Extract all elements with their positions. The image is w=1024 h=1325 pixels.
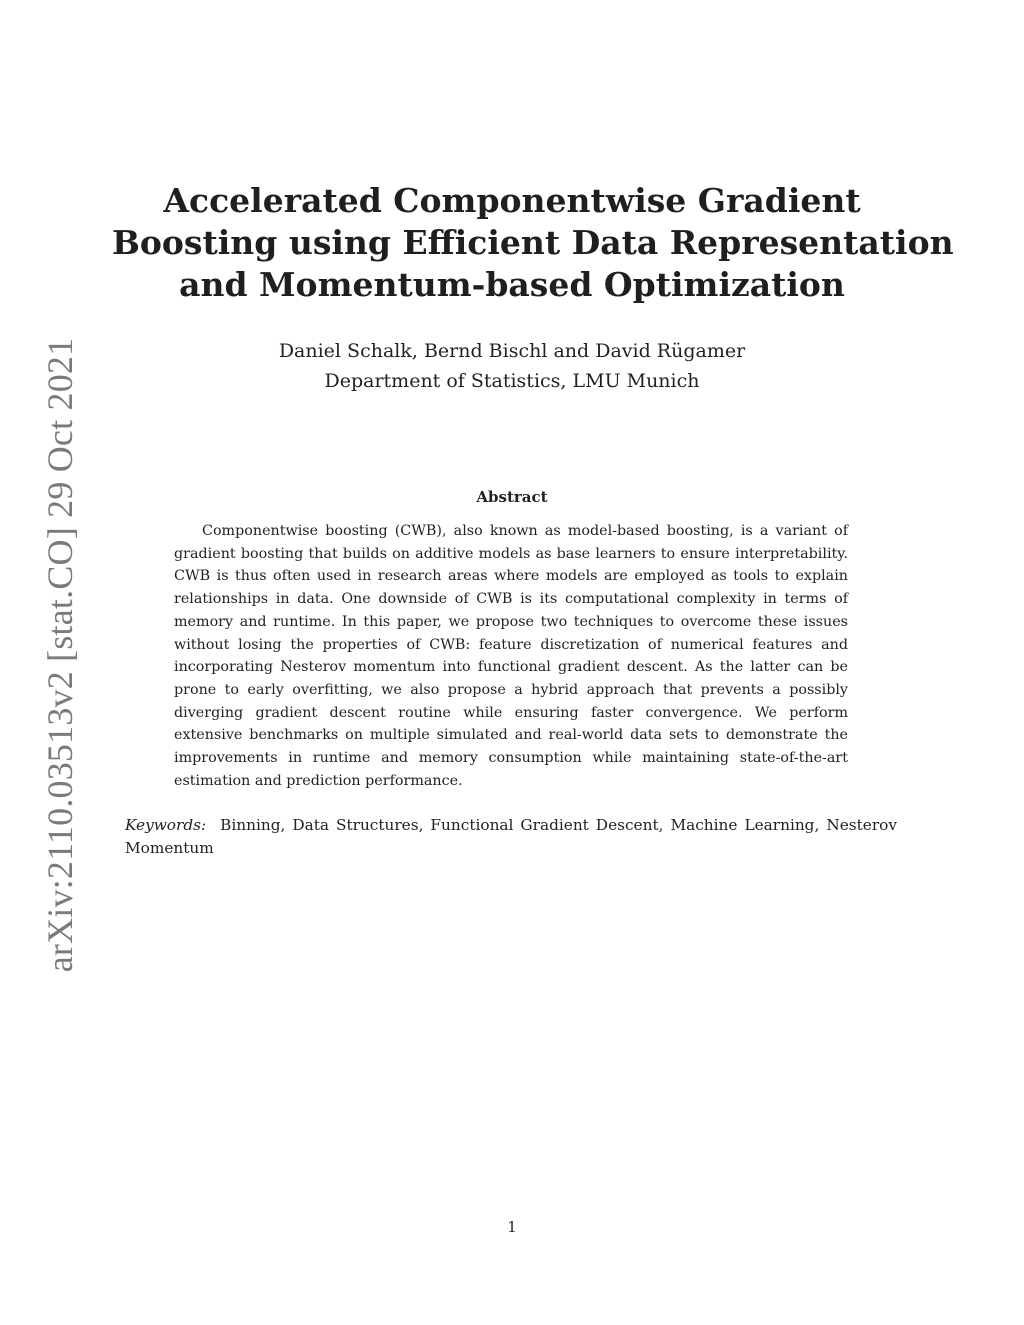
author-names: Daniel Schalk, Bernd Bischl and David Rügamer	[278, 340, 746, 362]
title-line: and Momentum-based Optimization	[179, 265, 845, 304]
keywords-label: Keywords:	[125, 816, 207, 834]
arxiv-identifier-stamp: arXiv:2110.03513v2 [stat.CO] 29 Oct 2021	[40, 337, 80, 973]
author-block	[112, 336, 912, 396]
paper-title	[112, 180, 954, 306]
title-line: Boosting using Efficient Data Representation	[112, 223, 954, 262]
abstract-heading: Abstract	[476, 488, 548, 506]
page-number: 1	[507, 1218, 517, 1236]
author-affiliation: Department of Statistics, LMU Munich	[324, 370, 700, 392]
title-line: Accelerated Componentwise Gradient	[163, 181, 861, 220]
keywords-list: Binning, Data Structures, Functional Gradient Descent, Machine Learning, Nesterov Momentum	[125, 816, 897, 857]
keywords-block	[125, 814, 897, 860]
abstract-text: Componentwise boosting (CWB), also known as model-based boosting, is a variant of gradient boosting that builds on additive models as base learners to ensure interpretability. CWB is thus often used in research areas where models are employed as tools to explain relationships in data. One downside of CWB is its computational complexity in terms of memory and runtime. In this paper, we propose two techniques to overcome these issues without losing the properties of CWB: feature discretization of numerical features and incorporating Nesterov momentum into functional gradient descent. As the latter can be prone to early overfitting, we also propose a hybrid approach that prevents a possibly diverging gradient descent routine while ensuring faster convergence. We perform extensive benchmarks on multiple simulated and real-world data sets to demonstrate the improvements in runtime and memory consumption while maintaining state-of-the-art estimation and prediction performance.	[174, 523, 848, 789]
